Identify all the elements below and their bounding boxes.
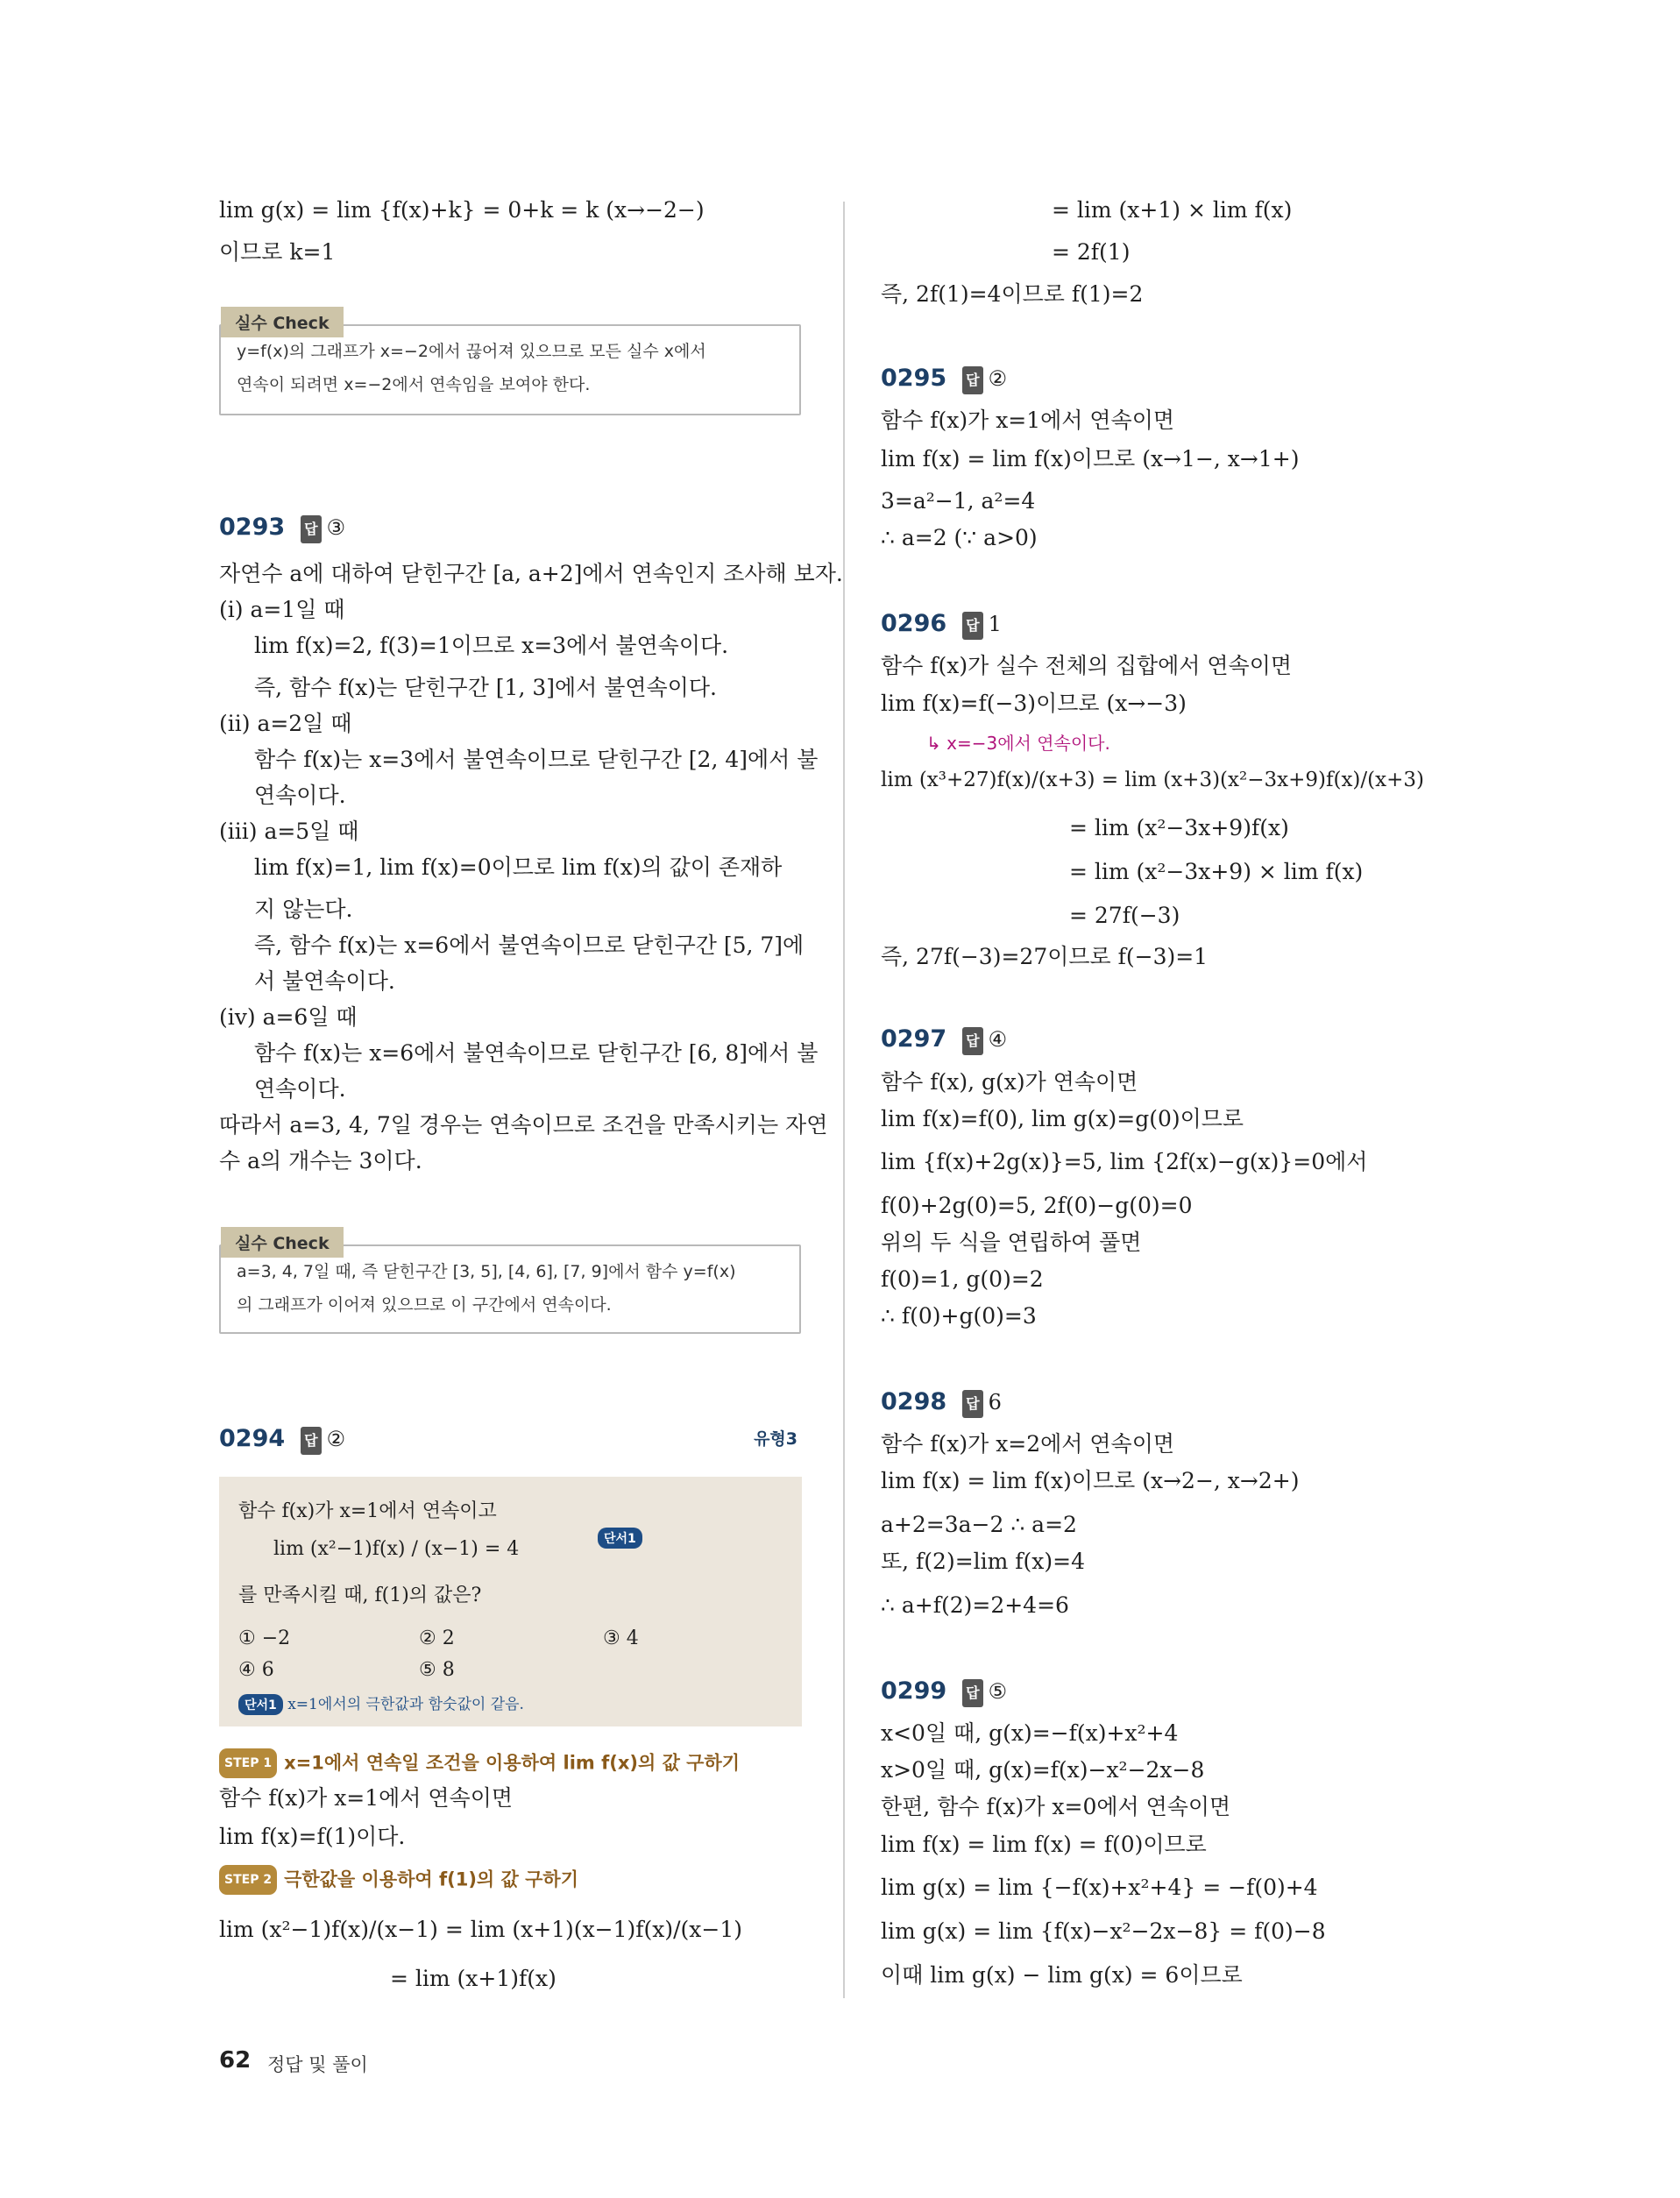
text-line: 함수 f(x)가 x=1에서 연속이면 [881, 408, 1175, 433]
text-line: 함수 f(x)가 실수 전체의 집합에서 연속이면 [881, 653, 1292, 678]
check-label: 실수 Check [221, 1227, 344, 1258]
text-line: lim f(x)=f(0), lim g(x)=g(0)이므로 [881, 1106, 1244, 1131]
question-header-0295 [881, 365, 1007, 394]
text-line: lim f(x)=1, lim f(x)=0이므로 lim f(x)의 값이 존재하 [254, 854, 783, 880]
text-line: lim g(x) = lim {f(x)+k} = 0+k = k (x→−2−) [219, 197, 705, 223]
text-line: 서 불연속이다. [254, 968, 395, 994]
text-line: = lim (x²−3x+9) × lim f(x) [1069, 859, 1364, 884]
answer-badge: 답 [301, 1427, 321, 1455]
choice[interactable]: ④ 6 [238, 1659, 274, 1681]
column-divider [843, 202, 845, 1998]
text-line: (ii) a=2일 때 [219, 711, 352, 736]
type-tag: 유형3 [754, 1429, 797, 1449]
answer-badge: 답 [962, 366, 982, 394]
answer-value: 1 [988, 612, 1002, 636]
text-line: lim (x²−1)f(x)/(x−1) = lim (x+1)(x−1)f(x)/(x−1) [219, 1917, 743, 1942]
question-header-0294 [219, 1426, 802, 1455]
page-number: 62 [219, 2047, 252, 2074]
page-footer-label: 정답 및 풀이 [267, 2054, 368, 2075]
text-line: f(0)=1, g(0)=2 [881, 1266, 1044, 1292]
choice[interactable]: ② 2 [419, 1627, 455, 1649]
text-line: 수 a의 개수는 3이다. [219, 1148, 422, 1173]
text-line: ∴ a+f(2)=2+4=6 [881, 1592, 1069, 1618]
question-header-0298 [881, 1389, 1002, 1418]
text-line: 연속이다. [254, 783, 346, 808]
text-line: a+2=3a−2 ∴ a=2 [881, 1512, 1077, 1537]
check-box [219, 314, 801, 415]
answer-badge: 답 [301, 515, 321, 543]
problem-line: 를 만족시킬 때, f(1)의 값은? [238, 1585, 482, 1606]
problem-line: 함수 f(x)가 x=1에서 연속이고 [238, 1500, 497, 1522]
answer-badge: 답 [962, 1027, 982, 1055]
answer-badge: 답 [962, 1390, 982, 1418]
step2-heading [219, 1865, 578, 1895]
hint-line [238, 1691, 524, 1715]
check-text [221, 326, 799, 410]
text-line: ∴ a=2 (∵ a>0) [881, 525, 1038, 550]
text-line: f(0)+2g(0)=5, 2f(0)−g(0)=0 [881, 1193, 1193, 1218]
text-line: x<0일 때, g(x)=−f(x)+x²+4 [881, 1720, 1179, 1746]
text-line: = lim (x+1) × lim f(x) [1052, 197, 1293, 223]
question-number: 0296 [881, 610, 947, 637]
text-line: lim f(x)=2, f(3)=1이므로 x=3에서 불연속이다. [254, 633, 729, 658]
answer-badge: 답 [962, 612, 982, 640]
question-number: 0295 [881, 365, 947, 392]
text-line: (iv) a=6일 때 [219, 1004, 358, 1030]
text-line: lim f(x) = lim f(x)이므로 (x→1−, x→1+) [881, 446, 1300, 472]
step1-heading [219, 1748, 740, 1778]
question-number: 0297 [881, 1025, 947, 1053]
problem-box [219, 1477, 802, 1726]
choice[interactable]: ① −2 [238, 1627, 291, 1649]
question-number: 0298 [881, 1388, 947, 1415]
text-line: = lim (x²−3x+9)f(x) [1069, 815, 1289, 840]
check-line: a=3, 4, 7일 때, 즉 닫힌구간 [3, 5], [4, 6], [7, 9]에서 함수 y=f(x) [237, 1262, 736, 1281]
question-header-0296 [881, 611, 1002, 640]
text-line: lim f(x)=f(−3)이므로 (x→−3) [881, 691, 1187, 716]
text-line: 연속이다. [254, 1076, 346, 1102]
text-line: lim (x³+27)f(x)/(x+3) = lim (x+3)(x²−3x+9)f(x)/(x+3) [881, 769, 1424, 791]
text-line: lim f(x) = lim f(x)이므로 (x→2−, x→2+) [881, 1468, 1300, 1493]
answer-badge: 답 [962, 1679, 982, 1707]
choice[interactable]: ⑤ 8 [419, 1659, 455, 1681]
text-line: lim f(x) = lim f(x) = f(0)이므로 [881, 1832, 1207, 1857]
step-pill: STEP 1 [219, 1748, 277, 1778]
text-line: 즉, 함수 f(x)는 닫힌구간 [1, 3]에서 불연속이다. [254, 675, 717, 700]
check-label: 실수 Check [221, 307, 344, 337]
text-line: 즉, 2f(1)=4이므로 f(1)=2 [881, 281, 1144, 307]
check-text [221, 1246, 799, 1330]
annotation-note: ↳ x=−3에서 연속이다. [926, 733, 1110, 754]
text-line: (iii) a=5일 때 [219, 819, 359, 844]
text-line: 함수 f(x), g(x)가 연속이면 [881, 1069, 1138, 1095]
answer-value: ③ [326, 515, 346, 540]
question-number: 0294 [219, 1425, 286, 1452]
text-line: 함수 f(x)가 x=2에서 연속이면 [881, 1431, 1175, 1457]
text-line: x>0일 때, g(x)=f(x)−x²−2x−8 [881, 1757, 1205, 1783]
text-line: 위의 두 식을 연립하여 풀면 [881, 1230, 1142, 1255]
hint-text: x=1에서의 극한값과 함숫값이 같음. [287, 1696, 524, 1713]
text-line: 또, f(2)=lim f(x)=4 [881, 1549, 1086, 1574]
step-text: 극한값을 이용하여 f(1)의 값 구하기 [284, 1868, 578, 1890]
text-line: = 2f(1) [1052, 239, 1131, 265]
text-line: ∴ f(0)+g(0)=3 [881, 1303, 1037, 1329]
question-number: 0293 [219, 514, 286, 541]
text-line: 이므로 k=1 [219, 239, 336, 265]
text-line: = 27f(−3) [1069, 903, 1180, 928]
text-line: 함수 f(x)가 x=1에서 연속이면 [219, 1785, 514, 1811]
answer-value: ⑤ [988, 1679, 1008, 1704]
answer-value: 6 [988, 1390, 1002, 1415]
text-line: 3=a²−1, a²=4 [881, 488, 1036, 514]
note-text: x=−3에서 연속이다. [946, 733, 1110, 754]
hint-pill: 단서1 [238, 1694, 283, 1715]
text-line: 즉, 함수 f(x)는 x=6에서 불연속이므로 닫힌구간 [5, 7]에 [254, 932, 805, 958]
text-line: lim f(x)=f(1)이다. [219, 1824, 406, 1849]
text-line: 이때 lim g(x) − lim g(x) = 6이므로 [881, 1962, 1243, 1988]
question-header-0297 [881, 1026, 1007, 1055]
text-line: 지 않는다. [254, 897, 353, 922]
answer-value: ④ [988, 1027, 1008, 1052]
problem-line: lim (x²−1)f(x) / (x−1) = 4 [273, 1538, 520, 1560]
check-line: 연속이 되려면 x=−2에서 연속임을 보여야 한다. [237, 375, 591, 394]
answer-value: ② [326, 1427, 346, 1451]
hint-pill: 단서1 [598, 1528, 642, 1549]
answer-value: ② [988, 366, 1008, 391]
text-line: 함수 f(x)는 x=3에서 불연속이므로 닫힌구간 [2, 4]에서 불 [254, 747, 819, 772]
text-line: lim g(x) = lim {−f(x)+x²+4} = −f(0)+4 [881, 1875, 1318, 1900]
text-line: = lim (x+1)f(x) [390, 1966, 556, 1991]
text-line: lim g(x) = lim {f(x)−x²−2x−8} = f(0)−8 [881, 1918, 1326, 1944]
choice[interactable]: ③ 4 [603, 1627, 639, 1649]
text-line: lim {f(x)+2g(x)}=5, lim {2f(x)−g(x)}=0에서 [881, 1149, 1368, 1174]
question-number: 0299 [881, 1677, 947, 1705]
step-pill: STEP 2 [219, 1865, 277, 1895]
step-text: x=1에서 연속일 조건을 이용하여 lim f(x)의 값 구하기 [284, 1752, 741, 1774]
text-line: 한편, 함수 f(x)가 x=0에서 연속이면 [881, 1794, 1231, 1819]
check-line: y=f(x)의 그래프가 x=−2에서 끊어져 있으므로 모든 실수 x에서 [237, 342, 706, 361]
text-line: 함수 f(x)는 x=6에서 불연속이므로 닫힌구간 [6, 8]에서 불 [254, 1040, 819, 1066]
question-header-0299 [881, 1678, 1007, 1707]
text-line: 자연수 a에 대하여 닫힌구간 [a, a+2]에서 연속인지 조사해 보자. [219, 561, 843, 586]
text-line: 즉, 27f(−3)=27이므로 f(−3)=1 [881, 944, 1209, 969]
text-line: (i) a=1일 때 [219, 597, 345, 622]
check-line: 의 그래프가 이어져 있으므로 이 구간에서 연속이다. [237, 1295, 612, 1315]
text-line: 따라서 a=3, 4, 7일 경우는 연속이므로 조건을 만족시키는 자연 [219, 1112, 828, 1138]
question-header-0293 [219, 514, 345, 543]
check-box [219, 1234, 801, 1334]
